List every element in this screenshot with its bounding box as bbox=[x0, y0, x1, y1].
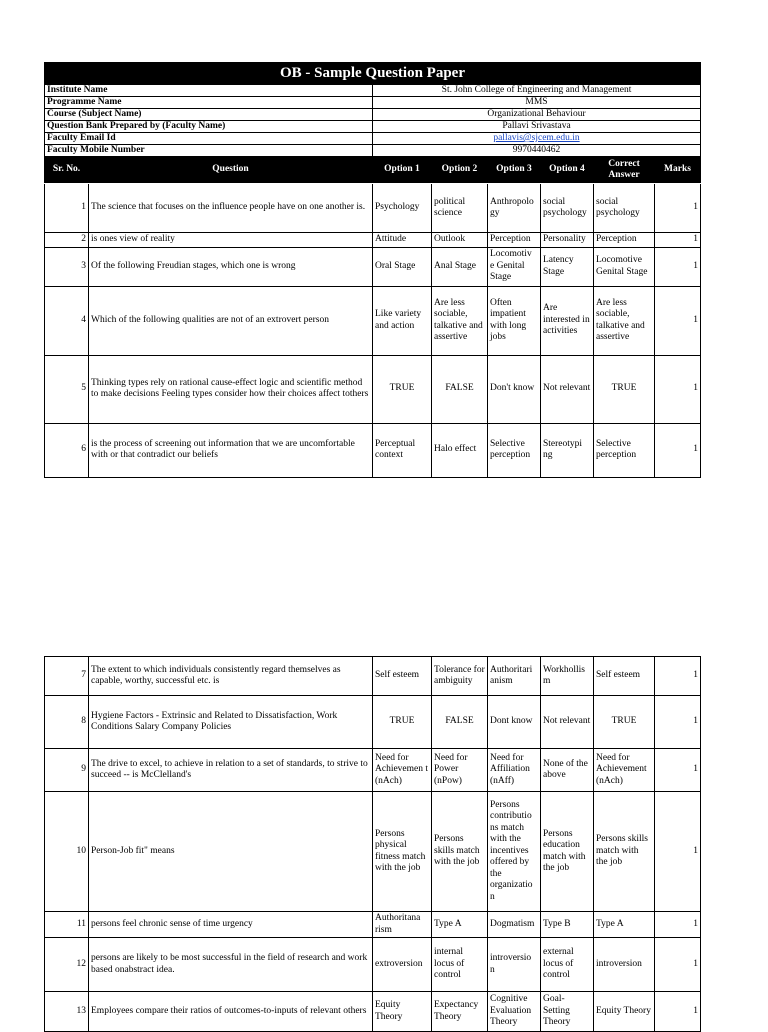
option-4: None of the above bbox=[541, 749, 594, 792]
info-value: St. John College of Engineering and Management bbox=[373, 85, 701, 97]
option-4: Are interested in activities bbox=[541, 286, 594, 355]
question-row bbox=[45, 286, 701, 355]
option-2: Are less sociable, talkative and assertive bbox=[432, 286, 488, 355]
option-1: Need for Achievemen t (nAch) bbox=[373, 749, 432, 792]
info-label: Faculty Mobile Number bbox=[45, 145, 373, 157]
option-4: Stereotypi ng bbox=[541, 423, 594, 477]
correct-answer: Perception bbox=[594, 233, 655, 248]
column-header-row bbox=[45, 157, 701, 184]
info-label: Institute Name bbox=[45, 85, 373, 97]
option-1: extroversion bbox=[373, 938, 432, 992]
option-3: Selective perception bbox=[488, 423, 541, 477]
column-header: Option 2 bbox=[432, 157, 488, 184]
serial-number: 12 bbox=[45, 938, 89, 992]
question-row bbox=[45, 657, 701, 696]
option-3: Anthropolo gy bbox=[488, 184, 541, 233]
marks: 1 bbox=[655, 286, 701, 355]
question-row bbox=[45, 423, 701, 477]
question-row bbox=[45, 938, 701, 992]
page-title: OB - Sample Question Paper bbox=[45, 63, 701, 85]
info-value: Pallavi Srivastava bbox=[373, 121, 701, 133]
serial-number: 11 bbox=[45, 912, 89, 938]
option-1: Attitude bbox=[373, 233, 432, 248]
question-text: persons feel chronic sense of time urgency bbox=[89, 912, 373, 938]
serial-number: 9 bbox=[45, 749, 89, 792]
correct-answer: Locomotive Genital Stage bbox=[594, 247, 655, 286]
option-1: TRUE bbox=[373, 355, 432, 423]
option-3: Authoritari anism bbox=[488, 657, 541, 696]
option-3: Don't know bbox=[488, 355, 541, 423]
option-2: FALSE bbox=[432, 696, 488, 749]
question-row bbox=[45, 233, 701, 248]
question-text: Employees compare their ratios of outcomes-to-inputs of relevant others bbox=[89, 992, 373, 1032]
question-text: is ones view of reality bbox=[89, 233, 373, 248]
option-4: social psychology bbox=[541, 184, 594, 233]
info-label: Faculty Email Id bbox=[45, 133, 373, 145]
option-1: Oral Stage bbox=[373, 247, 432, 286]
correct-answer: Equity Theory bbox=[594, 992, 655, 1032]
option-3: Locomotiv e Genital Stage bbox=[488, 247, 541, 286]
option-2: Tolerance for ambiguity bbox=[432, 657, 488, 696]
option-1: TRUE bbox=[373, 696, 432, 749]
marks: 1 bbox=[655, 992, 701, 1032]
option-2: Outlook bbox=[432, 233, 488, 248]
question-row bbox=[45, 696, 701, 749]
marks: 1 bbox=[655, 184, 701, 233]
option-2: Type A bbox=[432, 912, 488, 938]
serial-number: 4 bbox=[45, 286, 89, 355]
info-label: Course (Subject Name) bbox=[45, 109, 373, 121]
serial-number: 1 bbox=[45, 184, 89, 233]
correct-answer: TRUE bbox=[594, 696, 655, 749]
faculty-email-link[interactable]: pallavis@sjcem.edu.in bbox=[493, 133, 580, 143]
option-1: Psychology bbox=[373, 184, 432, 233]
option-4: Goal-Setting Theory bbox=[541, 992, 594, 1032]
marks: 1 bbox=[655, 912, 701, 938]
correct-answer: Selective perception bbox=[594, 423, 655, 477]
option-3: Perception bbox=[488, 233, 541, 248]
option-2: internal locus of control bbox=[432, 938, 488, 992]
question-row bbox=[45, 184, 701, 233]
info-value: 9970440462 bbox=[373, 145, 701, 157]
serial-number: 6 bbox=[45, 423, 89, 477]
info-label: Question Bank Prepared by (Faculty Name) bbox=[45, 121, 373, 133]
option-1: Persons physical fitness match with the job bbox=[373, 792, 432, 912]
question-row bbox=[45, 749, 701, 792]
correct-answer: Need for Achievement (nAch) bbox=[594, 749, 655, 792]
option-2: Persons skills match with the job bbox=[432, 792, 488, 912]
option-2: political science bbox=[432, 184, 488, 233]
serial-number: 8 bbox=[45, 696, 89, 749]
option-2: Need for Power (nPow) bbox=[432, 749, 488, 792]
serial-number: 2 bbox=[45, 233, 89, 248]
column-header: Option 1 bbox=[373, 157, 432, 184]
option-3: introversio n bbox=[488, 938, 541, 992]
column-header: Question bbox=[89, 157, 373, 184]
option-4: Workhollis m bbox=[541, 657, 594, 696]
column-header: Option 4 bbox=[541, 157, 594, 184]
marks: 1 bbox=[655, 233, 701, 248]
option-2: Halo effect bbox=[432, 423, 488, 477]
option-1: Equity Theory bbox=[373, 992, 432, 1032]
option-3: Cognitive Evaluation Theory bbox=[488, 992, 541, 1032]
option-4: Not relevant bbox=[541, 696, 594, 749]
question-text: The extent to which individuals consistently regard themselves as capable, worthy, successful etc. is bbox=[89, 657, 373, 696]
column-header: Option 3 bbox=[488, 157, 541, 184]
option-4: external locus of control bbox=[541, 938, 594, 992]
correct-answer: introversion bbox=[594, 938, 655, 992]
option-3: Dont know bbox=[488, 696, 541, 749]
marks: 1 bbox=[655, 792, 701, 912]
question-paper-sheet-2 bbox=[44, 656, 701, 1032]
correct-answer: Type A bbox=[594, 912, 655, 938]
marks: 1 bbox=[655, 749, 701, 792]
option-4: Persons education match with the job bbox=[541, 792, 594, 912]
option-1: Like variety and action bbox=[373, 286, 432, 355]
info-value: Organizational Behaviour bbox=[373, 109, 701, 121]
serial-number: 13 bbox=[45, 992, 89, 1032]
marks: 1 bbox=[655, 355, 701, 423]
info-row bbox=[45, 85, 701, 97]
question-paper-sheet-1 bbox=[44, 62, 701, 478]
question-row bbox=[45, 792, 701, 912]
serial-number: 3 bbox=[45, 247, 89, 286]
option-3: Dogmatism bbox=[488, 912, 541, 938]
question-text: Person-Job fit" means bbox=[89, 792, 373, 912]
correct-answer: Are less sociable, talkative and assertive bbox=[594, 286, 655, 355]
question-text: is the process of screening out information that we are uncomfortable with or that contradict our beliefs bbox=[89, 423, 373, 477]
column-header: Marks bbox=[655, 157, 701, 184]
question-row bbox=[45, 992, 701, 1032]
question-text: The science that focuses on the influence people have on one another is. bbox=[89, 184, 373, 233]
option-2: Expectancy Theory bbox=[432, 992, 488, 1032]
option-2: Anal Stage bbox=[432, 247, 488, 286]
option-3: Persons contributio ns match with the incentives offered by the organizatio n bbox=[488, 792, 541, 912]
marks: 1 bbox=[655, 247, 701, 286]
info-row bbox=[45, 109, 701, 121]
option-1: Authoritana rism bbox=[373, 912, 432, 938]
question-text: Of the following Freudian stages, which one is wrong bbox=[89, 247, 373, 286]
correct-answer: social psychology bbox=[594, 184, 655, 233]
info-value: MMS bbox=[373, 97, 701, 109]
marks: 1 bbox=[655, 423, 701, 477]
marks: 1 bbox=[655, 696, 701, 749]
option-4: Type B bbox=[541, 912, 594, 938]
option-3: Need for Affiliation (nAff) bbox=[488, 749, 541, 792]
info-row bbox=[45, 97, 701, 109]
info-label: Programme Name bbox=[45, 97, 373, 109]
info-row bbox=[45, 145, 701, 157]
column-header: Correct Answer bbox=[594, 157, 655, 184]
question-text: Which of the following qualities are not of an extrovert person bbox=[89, 286, 373, 355]
option-2: FALSE bbox=[432, 355, 488, 423]
question-row bbox=[45, 912, 701, 938]
marks: 1 bbox=[655, 657, 701, 696]
correct-answer: Persons skills match with the job bbox=[594, 792, 655, 912]
info-row bbox=[45, 133, 701, 145]
serial-number: 10 bbox=[45, 792, 89, 912]
option-4: Latency Stage bbox=[541, 247, 594, 286]
question-text: Thinking types rely on rational cause-effect logic and scientific method to make decisions Feeling types consider how their choices affect tothers bbox=[89, 355, 373, 423]
serial-number: 7 bbox=[45, 657, 89, 696]
option-4: Personality bbox=[541, 233, 594, 248]
question-text: The drive to excel, to achieve in relation to a set of standards, to strive to succeed -- is McClelland's bbox=[89, 749, 373, 792]
info-value bbox=[373, 133, 701, 145]
question-row bbox=[45, 247, 701, 286]
info-row bbox=[45, 121, 701, 133]
question-text: persons are likely to be most successful in the field of research and work based onabstract idea. bbox=[89, 938, 373, 992]
option-3: Often impatient with long jobs bbox=[488, 286, 541, 355]
question-row bbox=[45, 355, 701, 423]
column-header: Sr. No. bbox=[45, 157, 89, 184]
correct-answer: Self esteem bbox=[594, 657, 655, 696]
serial-number: 5 bbox=[45, 355, 89, 423]
option-1: Self esteem bbox=[373, 657, 432, 696]
correct-answer: TRUE bbox=[594, 355, 655, 423]
marks: 1 bbox=[655, 938, 701, 992]
option-4: Not relevant bbox=[541, 355, 594, 423]
question-text: Hygiene Factors - Extrinsic and Related to Dissatisfaction, Work Conditions Salary Company Policies bbox=[89, 696, 373, 749]
option-1: Perceptual context bbox=[373, 423, 432, 477]
